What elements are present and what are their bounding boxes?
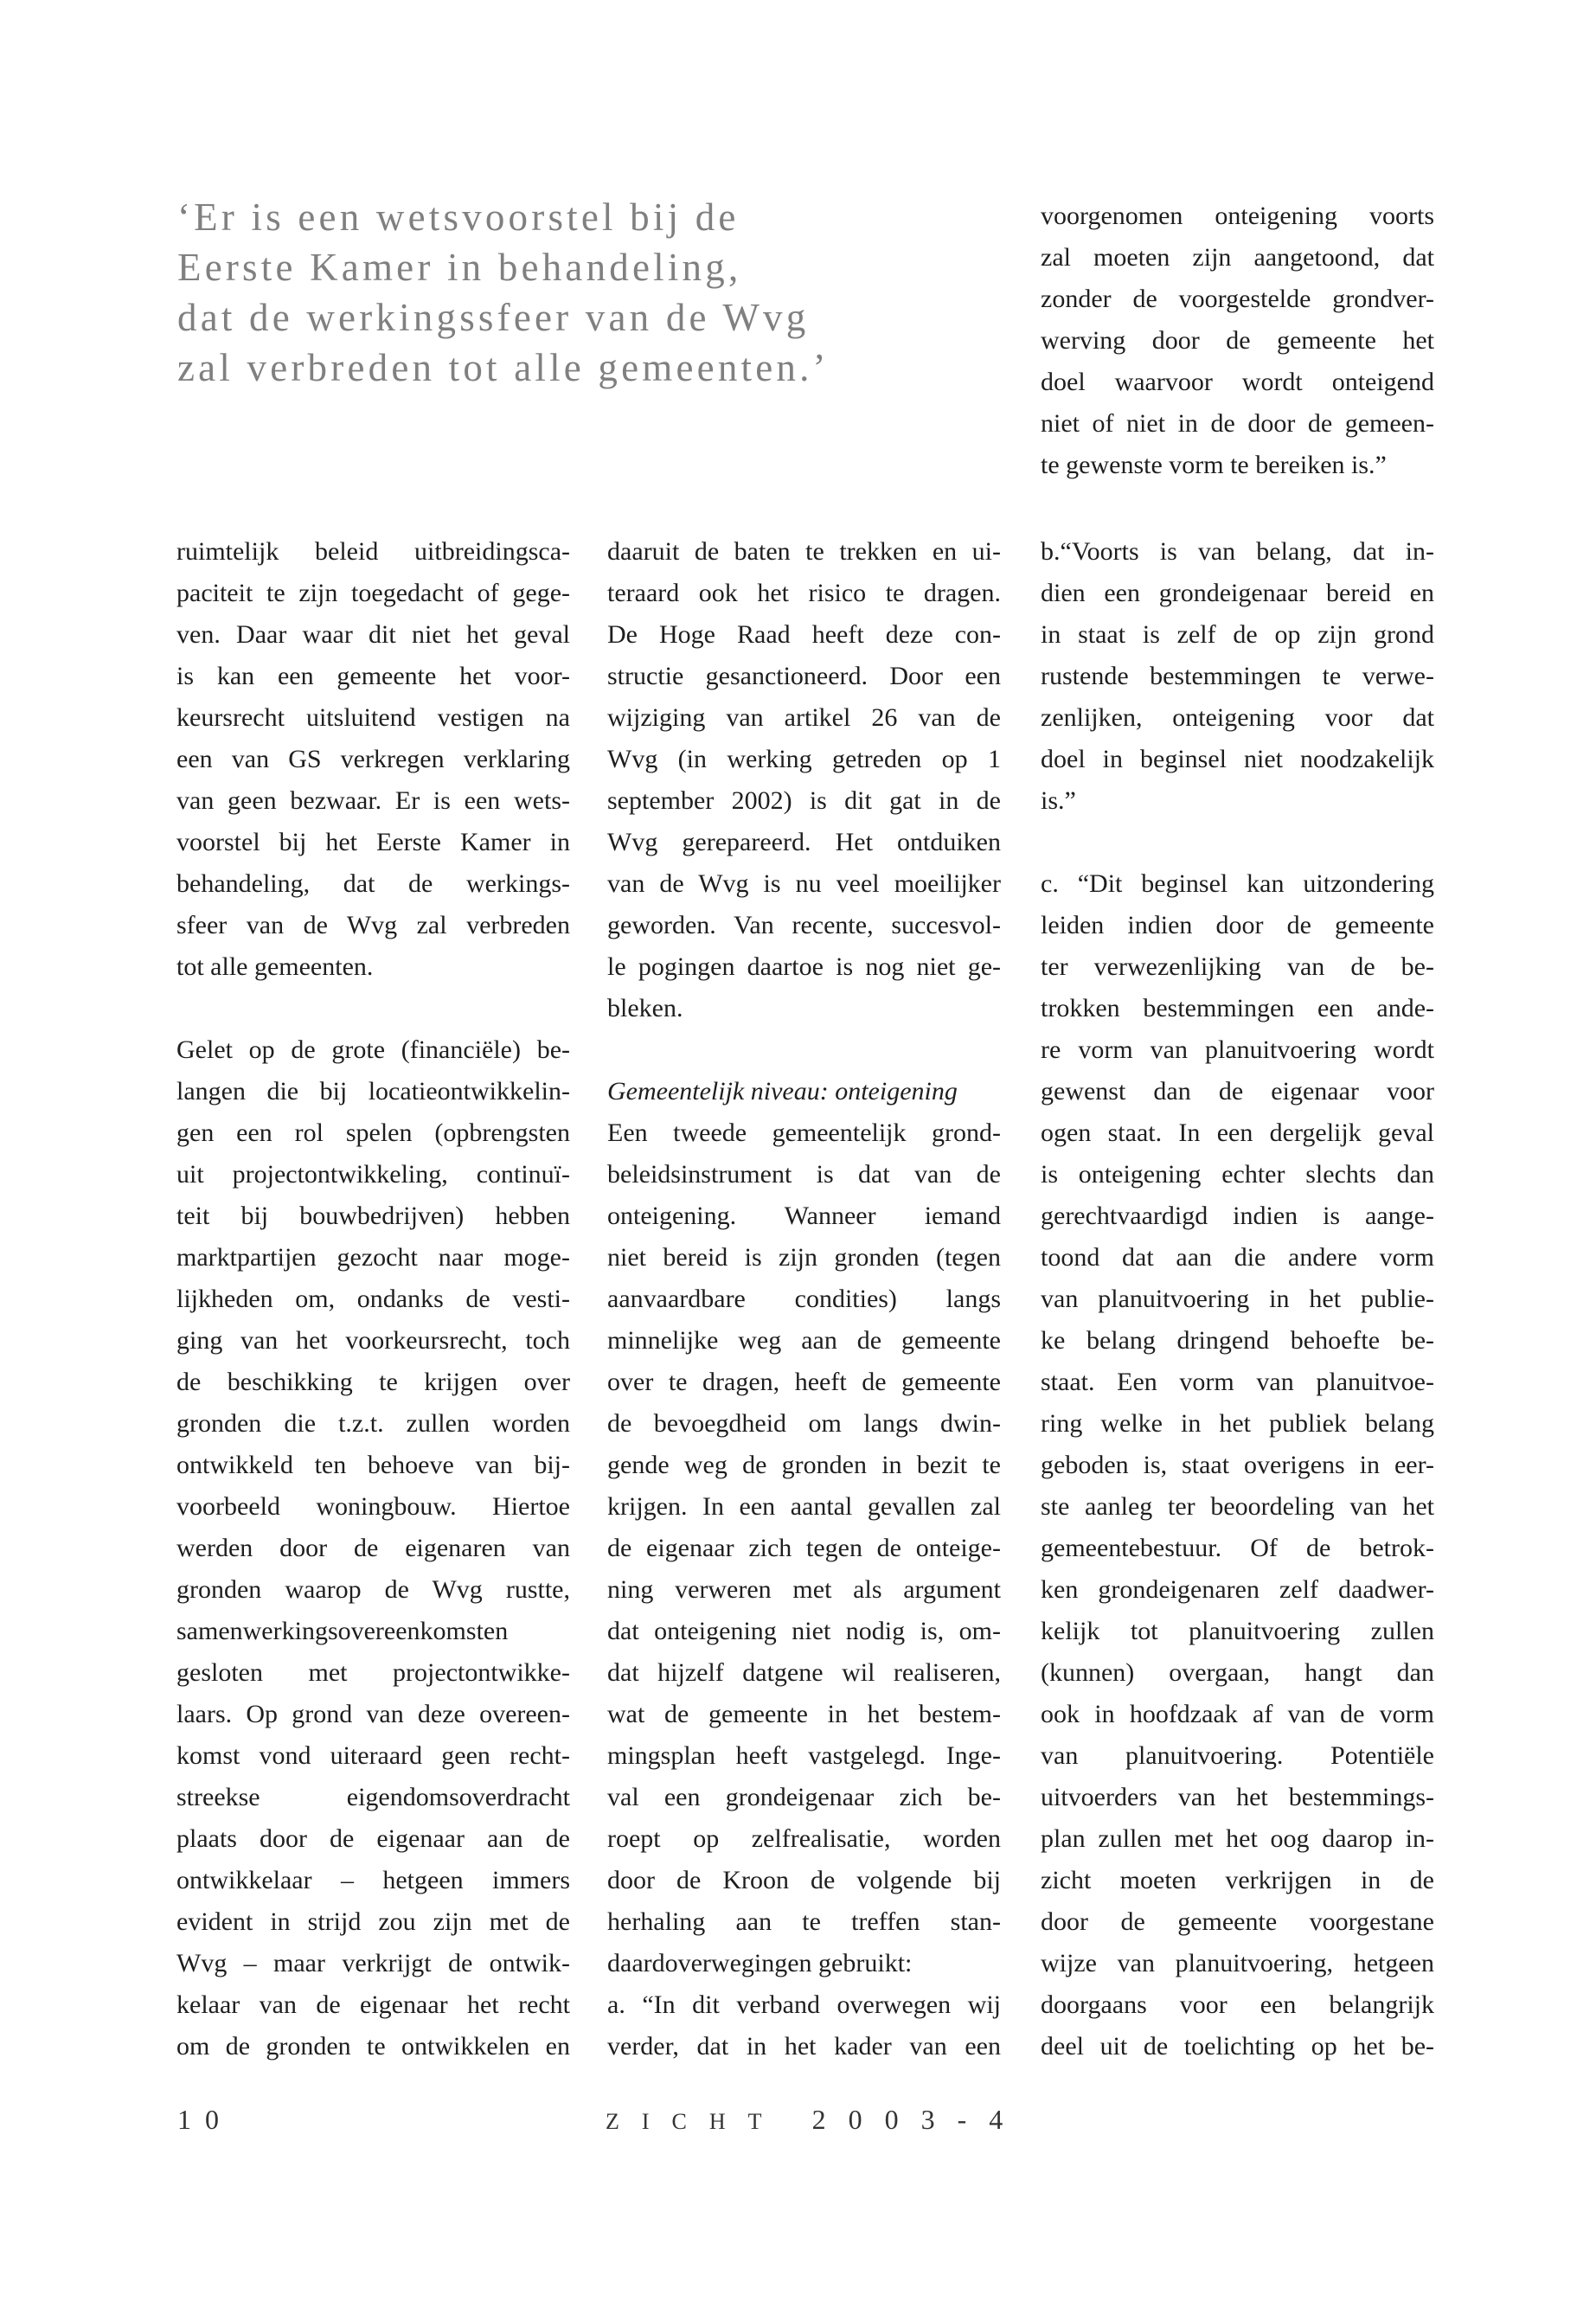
pull-quote <box>177 192 861 393</box>
text-line: structie gesanctioneerd. Door een <box>607 662 1001 690</box>
text-line: teit bij bouwbedrijven) hebben <box>176 1202 570 1230</box>
text-line: de bevoegdheid om langs dwin- <box>607 1409 1001 1438</box>
text-line: rustende bestemmingen te verwe- <box>1041 662 1434 690</box>
text-line: a. “In dit verband overwegen wij <box>607 1990 1001 2019</box>
text-line: zicht moeten verkrijgen in de <box>1041 1866 1434 1894</box>
text-line: doel in beginsel niet noodzakelijk <box>1041 745 1434 773</box>
text-line: ook in hoofdzaak af van de vorm <box>1041 1700 1434 1728</box>
text-line: zal moeten zijn aangetoond, dat <box>1041 243 1434 272</box>
text-line: Wvg (in werking getreden op 1 <box>607 745 1001 773</box>
text-line: langen die bij locatieontwikkelin- <box>176 1077 570 1106</box>
text-line: komst vond uiteraard geen recht- <box>176 1741 570 1770</box>
text-line: paciteit te zijn toegedacht of gege- <box>176 579 570 607</box>
paragraph <box>607 1984 1001 2067</box>
text-line: september 2002) is dit gat in de <box>607 786 1001 815</box>
text-line: de beschikking te krijgen over <box>176 1368 570 1396</box>
text-line: plan zullen met het oog daarop in- <box>1041 1824 1434 1853</box>
text-line: niet bereid is zijn gronden (tegen <box>607 1243 1001 1272</box>
text-line: roept op zelfrealisatie, worden <box>607 1824 1001 1853</box>
column-2 <box>607 531 1001 2067</box>
text-line: doorgaans voor een belangrijk <box>1041 1990 1434 2019</box>
text-line: mingsplan heeft vastgelegd. Inge- <box>607 1741 1001 1770</box>
text-line: is kan een gemeente het voor- <box>176 662 570 690</box>
text-line: gronden waarop de Wvg rustte, <box>176 1575 570 1604</box>
pull-quote-line: zal verbreden tot alle gemeenten.’ <box>177 346 830 389</box>
paragraph <box>176 1029 570 2067</box>
text-line: is onteigening echter slechts dan <box>1041 1160 1434 1189</box>
text-line: wijziging van artikel 26 van de <box>607 703 1001 732</box>
text-line: werden door de eigenaren van <box>176 1534 570 1562</box>
text-line: ken grondeigenaren zelf daadwer- <box>1041 1575 1434 1604</box>
publication-name: ZICHT <box>606 2109 785 2134</box>
text-line: teraard ook het risico te dragen. <box>607 579 1001 607</box>
text-line: verder, dat in het kader van een <box>607 2032 1001 2061</box>
text-line: van geen bezwaar. Er is een wets- <box>176 786 570 815</box>
text-line: uitvoerders van het bestemmings- <box>1041 1783 1434 1811</box>
text-line: onteigening. Wanneer iemand <box>607 1202 1001 1230</box>
text-line: een van GS verkregen verklaring <box>176 745 570 773</box>
text-line: ring welke in het publiek belang <box>1041 1409 1434 1438</box>
text-line: over te dragen, heeft de gemeente <box>607 1368 1001 1396</box>
text-line: gewenst dan de eigenaar voor <box>1041 1077 1434 1106</box>
paragraph <box>607 531 1001 1029</box>
section-subheading: Gemeentelijk niveau: onteigening <box>607 1077 958 1106</box>
text-line: gende weg de gronden in bezit te <box>607 1451 1001 1479</box>
text-line: van de Wvg is nu veel moeilijker <box>607 869 1001 898</box>
paragraph-gap <box>176 988 570 1029</box>
text-line: wijze van planuitvoering, hetgeen <box>1041 1949 1434 1977</box>
text-line: dat hijzelf datgene wil realiseren, <box>607 1658 1001 1687</box>
text-line: gronden die t.z.t. zullen worden <box>176 1409 570 1438</box>
text-line: tot alle gemeenten. <box>176 952 374 981</box>
text-line: gemeentebestuur. Of de betrok- <box>1041 1534 1434 1562</box>
paragraph <box>1041 531 1434 822</box>
text-line: val een grondeigenaar zich be- <box>607 1783 1001 1811</box>
text-line: ontwikkelaar – hetgeen immers <box>176 1866 570 1894</box>
text-line: beleidsinstrument is dat van de <box>607 1160 1001 1189</box>
text-line: zonder de voorgestelde grondver- <box>1041 285 1434 313</box>
pull-quote-line: Eerste Kamer in behandeling, <box>177 246 742 289</box>
text-line: werving door de gemeente het <box>1041 326 1434 355</box>
text-line: ging van het voorkeursrecht, toch <box>176 1326 570 1355</box>
text-line: re vorm van planuitvoering wordt <box>1041 1035 1434 1064</box>
paragraph-gap <box>607 1029 1001 1071</box>
text-line: le pogingen daartoe is nog niet ge- <box>607 952 1001 981</box>
paragraph-gap <box>1041 822 1434 863</box>
text-line: zenlijken, onteigening voor dat <box>1041 703 1434 732</box>
paragraph <box>607 1112 1001 1984</box>
paragraph <box>176 531 570 988</box>
text-line: (kunnen) overgaan, hangt dan <box>1041 1658 1434 1687</box>
text-line: toond dat aan die andere vorm <box>1041 1243 1434 1272</box>
text-line: doel waarvoor wordt onteigend <box>1041 368 1434 396</box>
text-line: ven. Daar waar dit niet het geval <box>176 620 570 649</box>
text-line: ter verwezenlijking van de be- <box>1041 952 1434 981</box>
text-line: plaats door de eigenaar aan de <box>176 1824 570 1853</box>
text-line: samenwerkingsovereenkomsten <box>176 1617 509 1645</box>
text-line: De Hoge Raad heeft deze con- <box>607 620 1001 649</box>
text-line: sfeer van de Wvg zal verbreden <box>176 911 570 939</box>
text-line: keursrecht uitsluitend vestigen na <box>176 703 570 732</box>
text-line: minnelijke weg aan de gemeente <box>607 1326 1001 1355</box>
text-line: leiden indien door de gemeente <box>1041 911 1434 939</box>
text-line: evident in strijd zou zijn met de <box>176 1907 570 1936</box>
text-line: gesloten met projectontwikke- <box>176 1658 570 1687</box>
text-line: door de gemeente voorgestane <box>1041 1907 1434 1936</box>
text-line: bleken. <box>607 994 683 1022</box>
text-line: deel uit de toelichting op het be- <box>1041 2032 1434 2061</box>
text-line: trokken bestemmingen een ande- <box>1041 994 1434 1022</box>
text-line: niet of niet in de door de gemeen- <box>1041 409 1434 438</box>
text-line: ontwikkeld ten behoeve van bij- <box>176 1451 570 1479</box>
text-line: geworden. Van recente, succesvol- <box>607 911 1001 939</box>
text-line: de eigenaar zich tegen de onteige- <box>607 1534 1001 1562</box>
column-3 <box>1041 531 1434 2067</box>
issue-number: 2003-4 <box>811 2104 1026 2135</box>
text-line: c. “Dit beginsel kan uitzondering <box>1041 869 1434 898</box>
text-line: b.“Voorts is van belang, dat in- <box>1041 537 1434 566</box>
text-line: wat de gemeente in het bestem- <box>607 1700 1001 1728</box>
text-line: van planuitvoering in het publie- <box>1041 1285 1434 1313</box>
text-line: Gelet op de grote (financiële) be- <box>176 1035 570 1064</box>
text-line: lijkheden om, ondanks de vesti- <box>176 1285 570 1313</box>
text-line: van planuitvoering. Potentiële <box>1041 1741 1434 1770</box>
text-line: kelaar van de eigenaar het recht <box>176 1990 570 2019</box>
paragraph <box>1041 863 1434 2067</box>
text-line: Wvg – maar verkrijgt de ontwik- <box>176 1949 570 1977</box>
text-line: geboden is, staat overigens in eer- <box>1041 1451 1434 1479</box>
text-line: marktpartijen gezocht naar moge- <box>176 1243 570 1272</box>
text-line: aanvaardbare condities) langs <box>607 1285 1001 1313</box>
text-line: is.” <box>1041 786 1076 815</box>
text-line: streekse eigendomsoverdracht <box>176 1783 570 1811</box>
text-line: herhaling aan te treffen stan- <box>607 1907 1001 1936</box>
top-right-column <box>1041 195 1434 486</box>
text-line: uit projectontwikkeling, continuï- <box>176 1160 570 1189</box>
text-line: gen een rol spelen (opbrengsten <box>176 1118 570 1147</box>
text-line: daaruit de baten te trekken en ui- <box>607 537 1001 566</box>
column-1 <box>176 531 570 2067</box>
text-line: ning verweren met als argument <box>607 1575 1001 1604</box>
pull-quote-line: dat de werkingssfeer van de Wvg <box>177 296 810 339</box>
text-line: behandeling, dat de werkings- <box>176 869 570 898</box>
running-footer <box>606 2104 1025 2136</box>
text-line: door de Kroon de volgende bij <box>607 1866 1001 1894</box>
text-line: daardoverwegingen gebruikt: <box>607 1949 913 1977</box>
text-line: kelijk tot planuitvoering zullen <box>1041 1617 1434 1645</box>
text-line: gerechtvaardigd indien is aange- <box>1041 1202 1434 1230</box>
page-number: 10 <box>177 2104 233 2135</box>
text-line: laars. Op grond van deze overeen- <box>176 1700 570 1728</box>
text-line: krijgen. In een aantal gevallen zal <box>607 1492 1001 1521</box>
text-line: Wvg gerepareerd. Het ontduiken <box>607 828 1001 856</box>
text-line: ke belang dringend behoefte be- <box>1041 1326 1434 1355</box>
pull-quote-line: ‘Er is een wetsvoorstel bij de <box>177 195 740 239</box>
text-line: voorgenomen onteigening voorts <box>1041 202 1434 230</box>
text-line: voorbeeld woningbouw. Hiertoe <box>176 1492 570 1521</box>
text-line: dat onteigening niet nodig is, om- <box>607 1617 1001 1645</box>
text-line: staat. Een vorm van planuitvoe- <box>1041 1368 1434 1396</box>
text-line: te gewenste vorm te bereiken is.” <box>1041 451 1387 479</box>
text-line: ogen staat. In een dergelijk geval <box>1041 1118 1434 1147</box>
text-line: om de gronden te ontwikkelen en <box>176 2032 570 2061</box>
text-line: ste aanleg ter beoordeling van het <box>1041 1492 1434 1521</box>
text-line: in staat is zelf de op zijn grond <box>1041 620 1434 649</box>
text-line: dien een grondeigenaar bereid en <box>1041 579 1434 607</box>
text-line: ruimtelijk beleid uitbreidingsca- <box>176 537 570 566</box>
text-line: voorstel bij het Eerste Kamer in <box>176 828 570 856</box>
text-line: Een tweede gemeentelijk grond- <box>607 1118 1001 1147</box>
